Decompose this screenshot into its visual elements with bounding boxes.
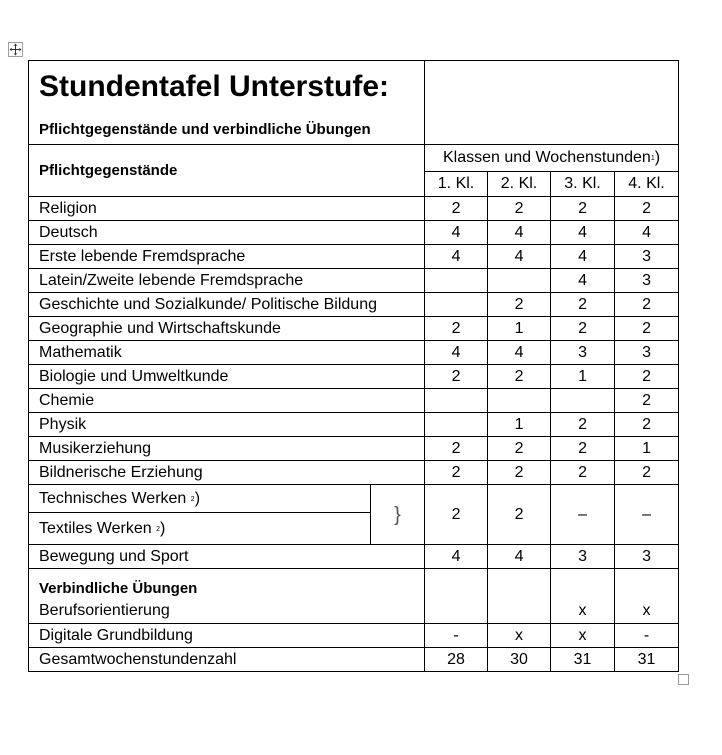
value-cell: - <box>615 624 679 648</box>
class-header-1: 1. Kl. <box>425 172 488 197</box>
value-cell: 2 <box>425 485 488 545</box>
subject-cell: Geographie und Wirtschaftskunde <box>29 317 425 341</box>
value-cell: 4 <box>551 269 615 293</box>
class-header-4: 4. Kl. <box>615 172 679 197</box>
subject-berufsorientierung: Berufsorientierung <box>39 602 170 619</box>
value-cell: 3 <box>615 341 679 365</box>
value-cell: 3 <box>615 545 679 569</box>
value-cell: x <box>615 569 679 624</box>
table-row <box>29 341 679 365</box>
value-cell: 4 <box>425 221 488 245</box>
value-cell: 4 <box>488 245 551 269</box>
subject-cell: Digitale Grundbildung <box>29 624 425 648</box>
value-cell: 2 <box>615 389 679 413</box>
total-value: 31 <box>551 648 615 672</box>
value-cell: 4 <box>425 245 488 269</box>
value-cell: 2 <box>425 365 488 389</box>
value-cell: 4 <box>551 221 615 245</box>
total-value: 31 <box>615 648 679 672</box>
subject-cell-technisches-werken: Technisches Werken $^2$) <box>29 485 371 513</box>
value-cell: 2 <box>488 485 551 545</box>
table-row <box>29 437 679 461</box>
value-cell: – <box>551 485 615 545</box>
subject-cell: Biologie und Umweltkunde <box>29 365 425 389</box>
total-value: 28 <box>425 648 488 672</box>
subject-cell: Deutsch <box>29 221 425 245</box>
value-cell: 2 <box>425 197 488 221</box>
value-cell <box>425 269 488 293</box>
table-resize-handle-icon[interactable] <box>678 674 689 685</box>
value-cell <box>425 389 488 413</box>
title-cell <box>29 61 425 145</box>
value-cell: x <box>551 569 615 624</box>
value-cell: 3 <box>615 269 679 293</box>
subject-cell: Physik <box>29 413 425 437</box>
table-row <box>29 624 679 648</box>
value-cell: 2 <box>551 413 615 437</box>
table-row <box>29 293 679 317</box>
table-row <box>29 389 679 413</box>
table-row <box>29 461 679 485</box>
value-cell: 4 <box>488 221 551 245</box>
value-cell: 2 <box>551 197 615 221</box>
value-cell: 1 <box>615 437 679 461</box>
table-row <box>29 269 679 293</box>
table-row <box>29 413 679 437</box>
classes-header: Klassen und Wochenstunden$^1$) <box>425 145 679 172</box>
table-row <box>29 365 679 389</box>
title-empty-cell <box>425 61 679 145</box>
value-cell: 2 <box>551 437 615 461</box>
value-cell: 3 <box>551 545 615 569</box>
value-cell: 3 <box>615 245 679 269</box>
value-cell: x <box>488 624 551 648</box>
subject-cell: Chemie <box>29 389 425 413</box>
value-cell: 4 <box>488 545 551 569</box>
value-cell: 2 <box>488 293 551 317</box>
value-cell: - <box>425 624 488 648</box>
value-cell: 2 <box>425 461 488 485</box>
value-cell <box>425 569 488 624</box>
value-cell: 2 <box>488 197 551 221</box>
subjects-header: Pflichtgegenstände <box>29 145 425 197</box>
value-cell: 2 <box>615 293 679 317</box>
value-cell: 4 <box>425 341 488 365</box>
table-move-handle-icon[interactable] <box>8 42 23 57</box>
value-cell: x <box>551 624 615 648</box>
value-cell: 2 <box>615 413 679 437</box>
value-cell: 3 <box>551 341 615 365</box>
value-cell <box>425 413 488 437</box>
value-cell: 2 <box>425 317 488 341</box>
subject-cell: Bildnerische Erziehung <box>29 461 425 485</box>
table-row <box>29 221 679 245</box>
subject-cell: Musikerziehung <box>29 437 425 461</box>
value-cell <box>425 293 488 317</box>
table-row <box>29 197 679 221</box>
subject-cell: Latein/Zweite lebende Fremdsprache <box>29 269 425 293</box>
page-subtitle: Pflichtgegenstände und verbindliche Übungen <box>39 120 371 138</box>
value-cell: 2 <box>551 461 615 485</box>
page-title: Stundentafel Unterstufe: <box>39 69 390 103</box>
value-cell: 1 <box>488 413 551 437</box>
table-row <box>29 245 679 269</box>
value-cell: – <box>615 485 679 545</box>
value-cell: 2 <box>488 437 551 461</box>
value-cell <box>488 269 551 293</box>
subject-cell: Mathematik <box>29 341 425 365</box>
value-cell: 2 <box>615 197 679 221</box>
subject-cell: Religion <box>29 197 425 221</box>
stundentafel-table <box>28 60 679 672</box>
value-cell: 2 <box>615 317 679 341</box>
value-cell: 4 <box>425 545 488 569</box>
werken-brace-icon: } <box>371 485 425 545</box>
value-cell <box>488 389 551 413</box>
table-row <box>29 317 679 341</box>
header-row-1 <box>29 145 679 172</box>
subject-cell: Erste lebende Fremdsprache <box>29 245 425 269</box>
value-cell <box>551 389 615 413</box>
verbindliche-uebungen-heading: Verbindliche Übungen <box>39 580 198 597</box>
verbindliche-uebungen-row <box>29 569 679 624</box>
value-cell: 2 <box>488 461 551 485</box>
class-header-2: 2. Kl. <box>488 172 551 197</box>
werken-row-technisch <box>29 485 679 513</box>
value-cell: 2 <box>615 365 679 389</box>
subject-cell-textiles-werken: Textiles Werken $^2$) <box>29 513 371 545</box>
subject-cell: Bewegung und Sport <box>29 545 425 569</box>
subject-cell: Geschichte und Sozialkunde/ Politische Bildung <box>29 293 425 317</box>
value-cell: 1 <box>488 317 551 341</box>
total-label: Gesamtwochenstundenzahl <box>29 648 425 672</box>
value-cell: 2 <box>488 365 551 389</box>
total-value: 30 <box>488 648 551 672</box>
total-row <box>29 648 679 672</box>
value-cell: 4 <box>488 341 551 365</box>
value-cell: 4 <box>551 245 615 269</box>
title-row <box>29 61 679 145</box>
value-cell: 2 <box>425 437 488 461</box>
value-cell: 1 <box>551 365 615 389</box>
class-header-3: 3. Kl. <box>551 172 615 197</box>
table-row <box>29 545 679 569</box>
value-cell: 4 <box>615 221 679 245</box>
value-cell <box>488 569 551 624</box>
value-cell: 2 <box>551 317 615 341</box>
value-cell: 2 <box>551 293 615 317</box>
verbindliche-uebungen-cell <box>29 569 425 624</box>
value-cell: 2 <box>615 461 679 485</box>
